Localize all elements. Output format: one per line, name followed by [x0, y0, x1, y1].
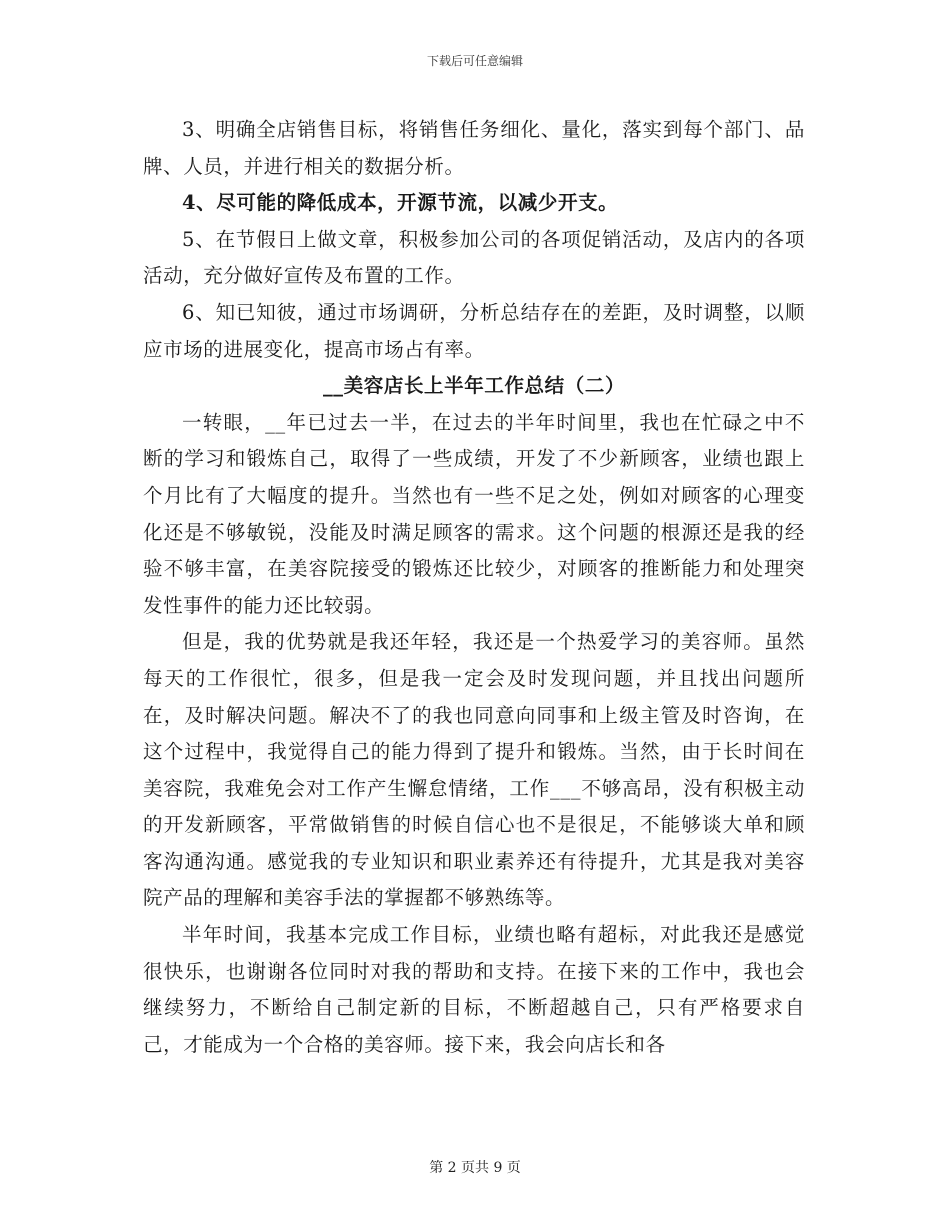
- section-paragraph-1: 一转眼，__年已过去一半，在过去的半年时间里，我也在忙碌之中不断的学习和锻炼自己，取得了一些成绩，开发了不少新顾客，业绩也跟上个月比有了大幅度的提升。当然也有一些不足之处，例如对顾客的心理变化还是不够敏锐，没能及时满足顾客的需求。这个问题的根源还是我的经验不够丰富，在美容院接受的锻炼还比较少，对顾客的推断能力和处理突发性事件的能力还比较弱。: [143, 410, 805, 617]
- page-header: 下载后可任意编辑: [426, 54, 523, 68]
- paragraph-item-6: 6、知已知彼，通过市场调研，分析总结存在的差距，及时调整，以顺应市场的进展变化，提高市场占有率。: [143, 300, 805, 361]
- section-title: __美容店长上半年工作总结（二）: [322, 374, 626, 398]
- page-number: 第 2 页共 9 页: [429, 1160, 521, 1176]
- paragraph-item-4: 4、尽可能的降低成本，开源节流，以减少开支。: [182, 191, 619, 215]
- paragraph-item-5: 5、在节假日上做文章，积极参加公司的各项促销活动，及店内的各项活动，充分做好宣传及布置的工作。: [143, 227, 805, 288]
- section-paragraph-2: 但是，我的优势就是我还年轻，我还是一个热爱学习的美容师。虽然每天的工作很忙，很多，但是我一定会及时发现问题，并且找出问题所在，及时解决问题。解决不了的我也同意向同事和上级主管及时咨询，在这个过程中，我觉得自己的能力得到了提升和锻炼。当然，由于长时间在美容院，我难免会对工作产生懈怠情绪，工作___不够高昂，没有积极主动的开发新顾客，平常做销售的时候自信心也不是很足，不能够谈大单和顾客沟通沟通。感觉我的专业知识和职业素养还有待提升，尤其是我对美容院产品的理解和美容手法的掌握都不够熟练等。: [143, 630, 805, 910]
- paragraph-item-3: 3、明确全店销售目标，将销售任务细化、量化，落实到每个部门、品牌、人员，并进行相关的数据分析。: [143, 118, 805, 178]
- section-paragraph-3: 半年时间，我基本完成工作目标，业绩也略有超标，对此我还是感觉很快乐，也谢谢各位同时对我的帮助和支持。在接下来的工作中，我也会继续努力，不断给自己制定新的目标，不断超越自己，只有严格要求自己，才能成为一个合格的美容师。接下来，我会向店长和各: [143, 923, 805, 1056]
- document-body: [143, 112, 805, 1063]
